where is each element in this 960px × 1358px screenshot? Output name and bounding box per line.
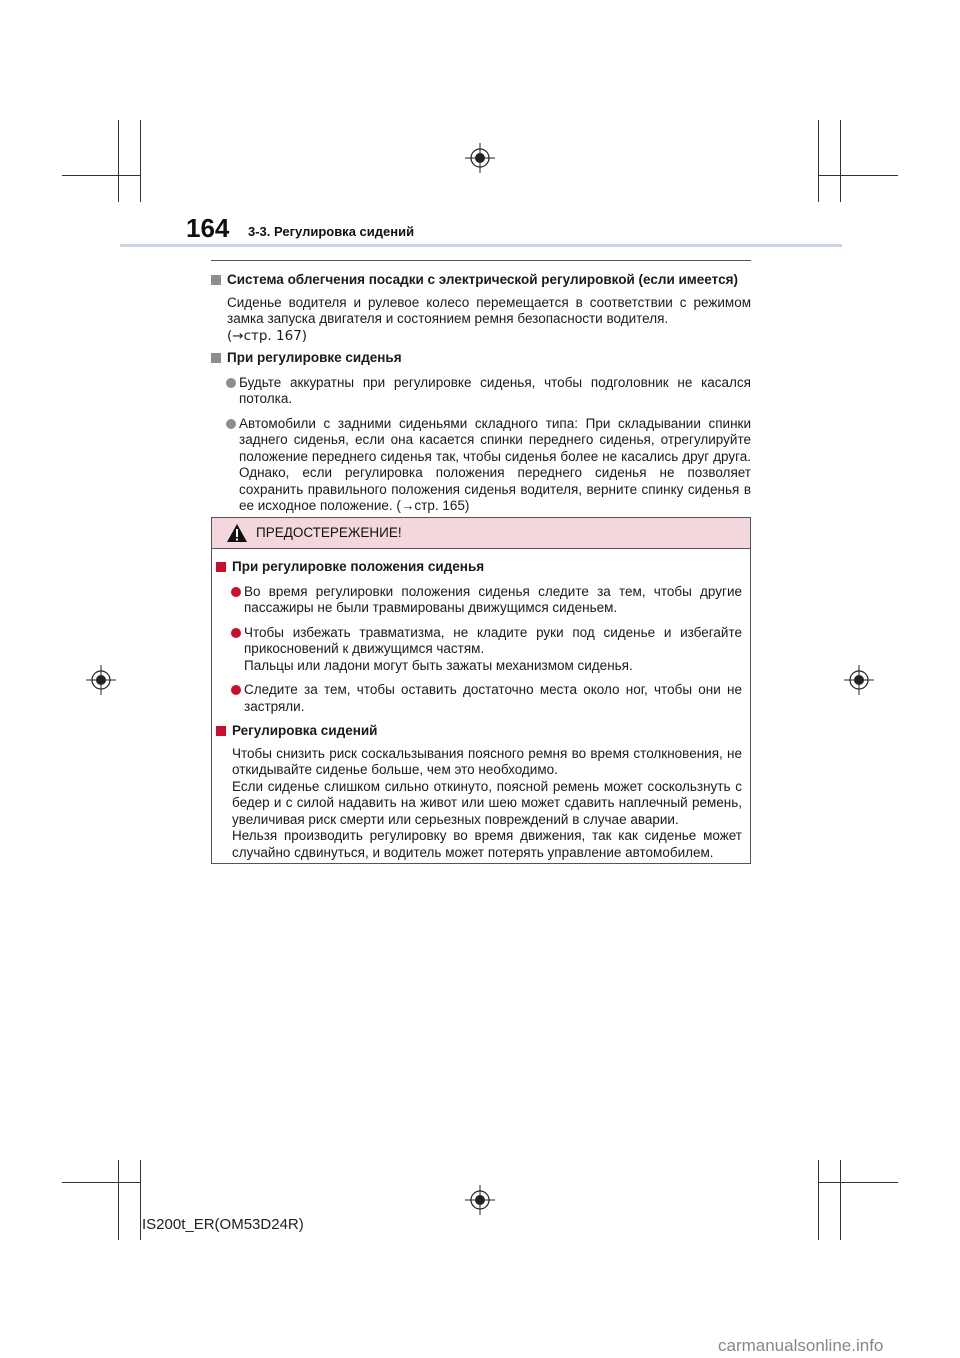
crop-mark: [118, 1160, 119, 1240]
warning-header: [212, 518, 750, 549]
main-content: [211, 266, 751, 515]
warning-box: [211, 517, 751, 864]
registration-mark-icon: [465, 1185, 495, 1215]
warning-triangle-icon: [226, 523, 248, 543]
registration-mark-icon: [844, 665, 874, 695]
crop-mark: [818, 120, 819, 202]
header-divider: [120, 244, 842, 247]
list-item-text: Пальцы или ладони могут быть зажаты механизмом сиденья.: [244, 657, 633, 673]
warning-title: ПРЕДОСТЕРЕЖЕНИЕ!: [256, 525, 402, 540]
round-bullet-icon: [231, 628, 241, 638]
paragraph: [211, 295, 751, 345]
model-code: IS200t_ER(OM53D24R): [142, 1216, 304, 1233]
square-bullet-icon: [211, 353, 221, 363]
square-bullet-icon: [216, 726, 226, 736]
paragraph-text: Сиденье водителя и рулевое колесо перемещается в соответствии с режимом замка запуска двигателя и состоянием ремня безопасности водителя.: [227, 294, 751, 326]
registration-mark-icon: [465, 143, 495, 173]
square-bullet-icon: [211, 275, 221, 285]
list-item-text: Чтобы избежать травматизма, не кладите руки под сиденье и избегайте прикосновений к движущимся частям.: [244, 624, 742, 656]
crop-mark: [818, 175, 898, 176]
crop-mark: [840, 1160, 841, 1240]
watermark-text: carmanualsonline.info: [718, 1336, 884, 1355]
heading-text: При регулировке сиденья: [227, 350, 402, 365]
round-bullet-icon: [226, 378, 236, 388]
list-item: [216, 584, 742, 617]
section-heading: [211, 272, 751, 289]
list-item: [211, 416, 751, 515]
section-heading: [211, 350, 751, 367]
heading-text: Регулировка сидений: [232, 723, 378, 738]
section-heading: [216, 559, 742, 576]
crop-mark: [818, 1182, 898, 1183]
content-divider: [211, 260, 751, 261]
round-bullet-icon: [226, 419, 236, 429]
paragraph-text: Нельзя производить регулировку во время движения, так как сиденье может случайно сдвинуться, и водитель может потерять управление автомобилем.: [232, 828, 742, 860]
list-item-text: Будьте аккуратны при регулировке сиденья, чтобы подголовник не касался потолка.: [239, 374, 751, 406]
list-item: [211, 375, 751, 408]
crop-mark: [140, 1160, 141, 1240]
heading-text: Система облегчения посадки с электрической регулировкой (если имеется): [227, 272, 738, 287]
list-item: [216, 682, 742, 715]
round-bullet-icon: [231, 587, 241, 597]
warning-body: [212, 549, 750, 861]
registration-mark-icon: [86, 665, 116, 695]
crop-mark: [818, 1160, 819, 1240]
crop-mark: [118, 120, 119, 202]
list-item: [216, 625, 742, 675]
paragraph: [216, 746, 742, 862]
crop-mark: [62, 175, 140, 176]
round-bullet-icon: [231, 685, 241, 695]
crop-mark: [840, 120, 841, 202]
list-item-text: Автомобили с задними сиденьями складного типа: При складывании спинки заднего сиденья, если она касается спинки переднего сиденья, отрегулируйте положение переднего сиденья так, чтобы сиденья более не касались друг друга. Однако, если регулировка положения переднего сиденья не позволяет сохранить правильного положения сиденья водителя, верните спинку сиденья в ее исходное положение. (→стр. 165): [239, 415, 751, 513]
square-bullet-icon: [216, 562, 226, 572]
paragraph-text: Если сиденье слишком сильно откинуто, поясной ремень может соскользнуть с бедер и с силой надавить на живот или шею может сдавить наплечный ремень, увеличивая риск смерти или серьезных повреждений в случае аварии.: [232, 778, 742, 827]
list-item-text: Следите за тем, чтобы оставить достаточно места около ног, чтобы они не застряли.: [244, 682, 742, 714]
section-title: 3-3. Регулировка сидений: [248, 224, 415, 239]
crop-mark: [62, 1182, 140, 1183]
page-number: 164: [186, 213, 230, 243]
crop-mark: [140, 120, 141, 202]
heading-text: При регулировке положения сиденья: [232, 559, 485, 574]
page-reference: (→стр. 167): [227, 327, 308, 344]
list-item-text: Во время регулировки положения сиденья следите за тем, чтобы другие пассажиры не были травмированы движущимся сиденьем.: [244, 583, 742, 615]
section-heading: [216, 723, 742, 740]
paragraph-text: Чтобы снизить риск соскальзывания поясного ремня во время столкновения, не откидывайте сиденье больше, чем это необходимо.: [232, 745, 742, 777]
